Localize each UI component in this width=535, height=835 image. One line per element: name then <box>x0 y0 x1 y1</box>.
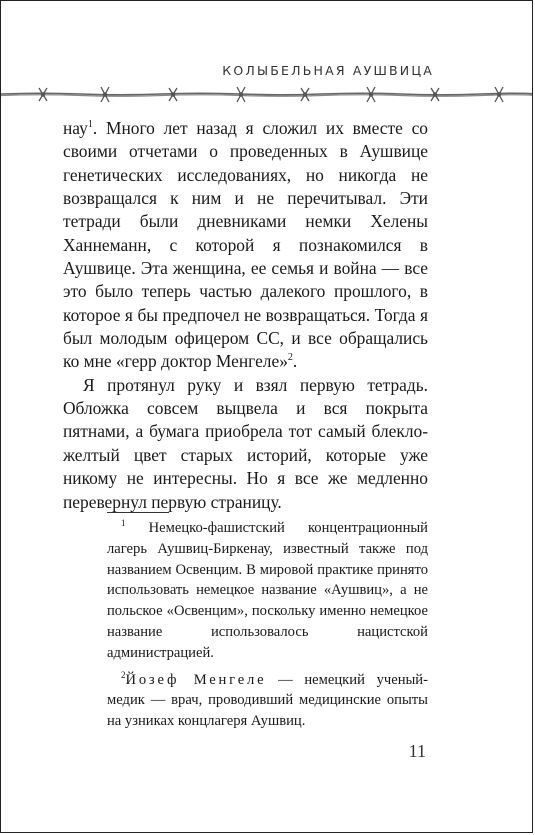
running-head: КОЛЫБЕЛЬНАЯ АУШВИЦА <box>222 63 434 78</box>
footnote-2: $^2$Йозеф Менгеле — немецкий ученый-медик — врач, проводивший медицинские опыты на узниках концлагеря Аушвиц. <box>107 669 428 730</box>
footnote-ref-1[interactable]: 1 <box>87 119 93 131</box>
footnote-person-name: Йозеф Менгеле <box>125 671 267 688</box>
paragraph-2: Я протянул руку и взял первую тетрадь. Обложка совсем выцвела и вся покрыта пятнами, а бумага приобрела тот самый блекло-желтый цвет старых историй, которые уже никому не интересны. Но я все же медленно перевернул первую страницу. <box>63 374 428 512</box>
footnote-number: 1 <box>121 518 126 529</box>
footnote-1: $^1$ Немецко-фашистский концентрационный лагерь Аушвиц-Биркенау, известный также под названием Освенцим. В мировой практике принято использовать немецкое название «Аушвиц», а не польское «Освенцим», поскольку именно немецкое название использовалось нацистской администрацией. <box>107 518 428 661</box>
footnote-number: 2 <box>121 669 126 680</box>
main-text <box>63 117 428 514</box>
footnotes <box>107 518 428 732</box>
footnote-divider <box>107 512 169 513</box>
paragraph-1: нау$^1$. Много лет назад я сложил их вместе со своими отчетами о проведенных в Аушвице генетических исследованиях, но никогда не возвращался к ним и не перечитывал. Эти тетради были дневниками немки Хелены Ханнеманн, с которой я познакомился в Аушвице. Эта женщина, ее семья и война — все это было теперь частью далекого прошлого, в которое я бы предпочел не возвращаться. Тогда я был молодым офицером СС, и все обращались ко мне «герр доктор Менгеле»$^2$. <box>63 118 428 372</box>
page-number: 11 <box>408 741 426 761</box>
barbed-wire-icon <box>1 83 533 105</box>
footnote-ref-2[interactable]: 2 <box>287 352 293 364</box>
